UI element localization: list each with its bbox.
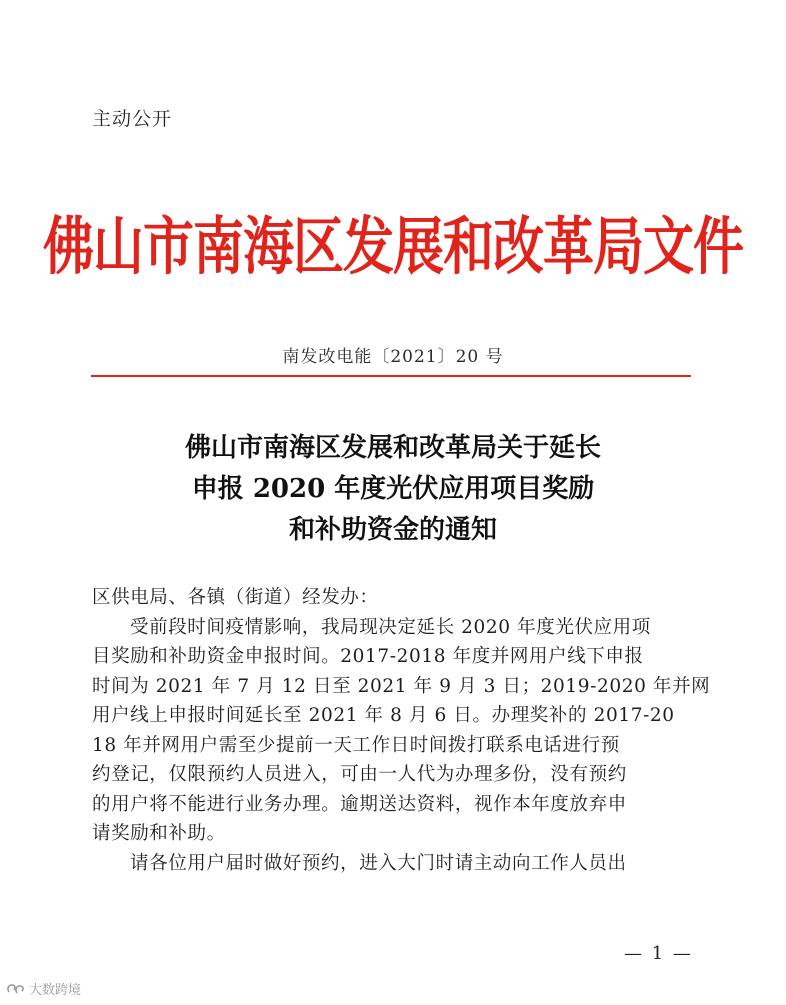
title-line: 佛山市南海区发展和改革局关于延长 bbox=[184, 433, 601, 463]
issuing-authority-header: 佛山市南海区发展和改革局文件 bbox=[42, 211, 743, 284]
watermark bbox=[6, 979, 81, 998]
document-title bbox=[0, 428, 786, 551]
body-line: 的用户将不能进行业务办理。逾期送达资料，视作本年度放弃申 bbox=[92, 793, 627, 815]
body-line: 约登记，仅限预约人员进入，可由一人代为办理多份，没有预约 bbox=[92, 764, 627, 785]
page-number: — 1 — bbox=[624, 943, 693, 964]
addressee-line: 区供电局、各镇（街道）经发办： bbox=[92, 587, 379, 608]
title-line: 和补助资金的通知 bbox=[288, 515, 497, 545]
body-line: 时间为 2021 年 7 月 12 日至 2021 年 9 月 3 日；2019-2020 年并网 bbox=[92, 675, 711, 697]
document-number: 南发改电能〔2021〕20 号 bbox=[282, 347, 504, 367]
brand-logo-icon bbox=[6, 982, 26, 996]
body-line: 请奖励和补助。 bbox=[92, 823, 226, 844]
body-line: 用户线上申报时间延长至 2021 年 8 月 6 日。办理奖补的 2017-20 bbox=[92, 705, 675, 726]
red-divider-line bbox=[91, 375, 691, 377]
body-line: 请各位用户届时做好预约，进入大门时请主动向工作人员出 bbox=[130, 852, 627, 874]
watermark-text: 大数跨境 bbox=[29, 983, 82, 998]
document-body bbox=[92, 583, 711, 878]
body-line: 目奖励和补助资金申报时间。2017-2018 年度并网用户线下申报 bbox=[92, 646, 644, 667]
body-line: 18 年并网用户需至少提前一天工作日时间拨打联系电话进行预 bbox=[92, 734, 620, 756]
title-line: 申报 2020 年度光伏应用项目奖励 bbox=[191, 474, 595, 504]
body-line: 受前段时间疫情影响，我局现决定延长 2020 年度光伏应用项 bbox=[130, 616, 651, 638]
disclosure-label: 主动公开 bbox=[92, 108, 173, 130]
